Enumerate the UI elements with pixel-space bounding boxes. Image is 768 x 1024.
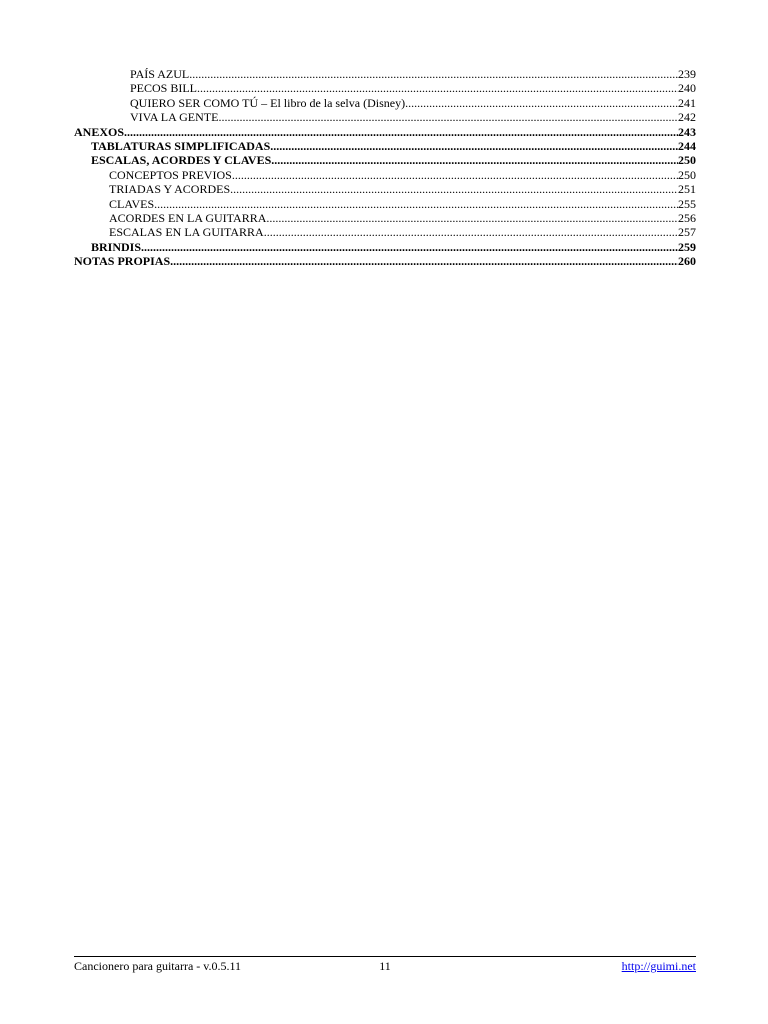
- toc-leader: [266, 211, 678, 225]
- toc-entry-title: ESCALAS, ACORDES Y CLAVES: [91, 153, 272, 168]
- toc-entry[interactable]: [74, 211, 696, 225]
- toc-leader: [170, 254, 678, 268]
- toc-entry-title: TRIADAS Y ACORDES: [109, 182, 231, 197]
- toc-entry-page: 257: [678, 225, 696, 240]
- toc-entry-page: 241: [678, 95, 696, 110]
- footer-page-number: 11: [379, 959, 391, 973]
- toc-entry[interactable]: [74, 168, 696, 182]
- toc-entry-title: VIVA LA GENTE: [130, 110, 219, 125]
- toc-entry[interactable]: [74, 125, 696, 139]
- toc-entry-title: ANEXOS: [74, 124, 125, 139]
- toc-entry[interactable]: [74, 225, 696, 239]
- toc-entry-page: 251: [678, 182, 696, 197]
- toc-entry-page: 259: [678, 239, 696, 254]
- page-footer: [74, 956, 696, 973]
- toc-leader: [271, 153, 678, 167]
- toc-entry[interactable]: [74, 182, 696, 196]
- toc-entry[interactable]: [74, 254, 696, 268]
- toc-entry-title: ACORDES EN LA GUITARRA: [109, 210, 267, 225]
- toc-leader: [270, 139, 678, 153]
- table-of-contents: [74, 67, 696, 268]
- toc-entry-title: PECOS BILL: [130, 81, 198, 96]
- toc-entry-page: 260: [678, 254, 696, 269]
- toc-leader: [230, 182, 678, 196]
- toc-entry[interactable]: [74, 96, 696, 110]
- toc-leader: [264, 225, 678, 239]
- toc-entry-page: 250: [678, 153, 696, 168]
- toc-entry-page: 239: [678, 67, 696, 81]
- toc-entry-page: 256: [678, 210, 696, 225]
- toc-leader: [197, 81, 678, 95]
- toc-entry[interactable]: [74, 139, 696, 153]
- toc-entry[interactable]: [74, 81, 696, 95]
- toc-entry-title: BRINDIS: [91, 239, 142, 254]
- toc-entry-title: NOTAS PROPIAS: [74, 254, 171, 269]
- toc-leader: [218, 110, 678, 124]
- toc-entry-page: 243: [678, 124, 696, 139]
- toc-entry-title: CONCEPTOS PREVIOS: [109, 167, 232, 182]
- toc-entry-page: 250: [678, 167, 696, 182]
- toc-entry-page: 244: [678, 138, 696, 153]
- toc-entry-title: CLAVES: [109, 196, 155, 211]
- toc-leader: [154, 197, 678, 211]
- toc-entry[interactable]: [74, 197, 696, 211]
- toc-leader: [405, 96, 678, 110]
- toc-entry-title: PAÍS AZUL: [130, 67, 190, 81]
- footer-link[interactable]: http://guimi.net: [621, 959, 696, 973]
- toc-entry-title: QUIERO SER COMO TÚ – El libro de la selva (Disney): [130, 95, 406, 110]
- toc-leader: [141, 240, 678, 254]
- toc-leader: [232, 168, 678, 182]
- toc-entry-page: 240: [678, 81, 696, 96]
- toc-leader: [124, 125, 678, 139]
- toc-entry[interactable]: [74, 67, 696, 81]
- toc-entry[interactable]: [74, 153, 696, 167]
- toc-entry-title: TABLATURAS SIMPLIFICADAS: [91, 138, 271, 153]
- toc-entry[interactable]: [74, 110, 696, 124]
- toc-entry-page: 242: [678, 110, 696, 125]
- toc-entry-title: ESCALAS EN LA GUITARRA: [109, 225, 264, 240]
- footer-document-title: Cancionero para guitarra - v.0.5.11: [74, 959, 242, 973]
- toc-entry-page: 255: [678, 196, 696, 211]
- toc-leader: [189, 67, 678, 81]
- toc-entry[interactable]: [74, 240, 696, 254]
